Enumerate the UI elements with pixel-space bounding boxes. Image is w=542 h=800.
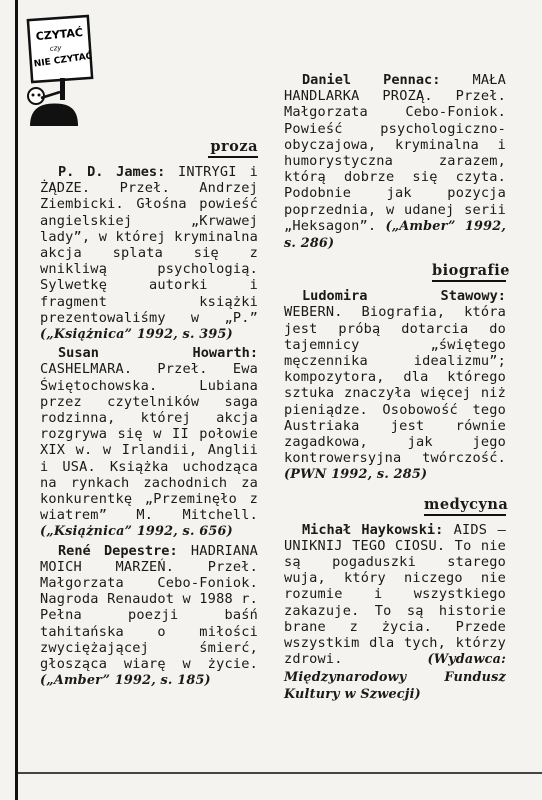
entry-depestre	[40, 543, 258, 690]
entry-haykowski-author: Michał Haykowski:	[302, 521, 454, 538]
entry-pennac	[284, 72, 506, 252]
left-column	[40, 138, 258, 690]
entry-haykowski-source: (Wydawca: Międzynarodowy Fundusz Kultury w Szwecji)	[284, 652, 506, 702]
entry-pennac-text: MAŁA HANDLARKA PROZĄ. Przeł. Małgorzata Cebo-Foniok. Powieść psychologiczno-obyczajowa, kryminalna i humorystyczna zarazem, którą dobrze się czyta. Podobnie jak pozycja poprzednia, w udanej serii „Heksagon”.	[284, 72, 506, 234]
logo-line-3: NIE CZYTAĆ	[33, 51, 93, 70]
entry-howarth-text: CASHELMARA. Przeł. Ewa Świętochowska. Lubiana przez czytelników saga rodzinna, której akcja rozgrywa się w II połowie XIX w. w Irlandii, Anglii i USA. Książka uchodząca na rynkach zachodnich za konkurentkę „Przeminęło z wiatrem” M. Mitchell.	[40, 361, 258, 524]
section-heading-biografie: biografie	[432, 262, 506, 282]
entry-james-author: P. D. James:	[58, 164, 178, 180]
entry-stawowy-source: (PWN 1992, s. 285)	[284, 467, 428, 483]
entry-depestre-author: René Depestre:	[58, 542, 191, 559]
czytac-logo	[8, 8, 98, 128]
bottom-border-rule	[18, 772, 542, 774]
entry-howarth-source: („Książnica” 1992, s. 656)	[40, 524, 233, 540]
logo-line-2: czy	[49, 43, 62, 53]
entry-james-text: INTRYGI i ŻĄDZE. Przeł. Andrzej Ziembicki. Głośna powieść angielskiej „Krwawej lady”, w której kryminalna akcja splata się z wnikliwą psychologią. Sylwetkę autorki i fragment książki prezentowaliśmy w „P.”	[40, 164, 258, 326]
section-heading-medycyna: medycyna	[424, 496, 506, 516]
entry-depestre-source: („Amber” 1992, s. 185)	[40, 673, 211, 689]
entry-stawowy	[284, 288, 506, 483]
entry-depestre-text: HADRIANA MOICH MARZEŃ. Przeł. Małgorzata Cebo-Foniok. Nagroda Renaudot w 1988 r. Pełna poezji baśń tahitańska o miłości zwyciężającej śmierć, głosząca wiarę w życie.	[40, 542, 258, 673]
entry-james	[40, 164, 258, 343]
entry-stawowy-text: WEBERN. Biografia, która jest próbą dotarcia do tajemnicy „świętego męczennika idealizmu”; kompozytora, dla którego sztuka znaczyła więcej niż pieniądze. Osobowość tego Austriaka jest równie zagadkowa, jak jego kontrowersyjna twórczość.	[284, 304, 506, 467]
entry-howarth-author: Susan Howarth:	[58, 345, 258, 362]
entry-pennac-source: („Amber” 1992, s. 286)	[284, 218, 506, 252]
entry-james-source: („Książnica” 1992, s. 395)	[40, 327, 233, 343]
logo-line-1: CZYTAĆ	[35, 26, 84, 44]
entry-haykowski	[284, 522, 506, 703]
right-column	[284, 72, 510, 703]
section-heading-proza: proza	[208, 138, 258, 158]
entry-haykowski-text: AIDS — UNIKNIJ TEGO CIOSU. To nie są pogaduszki starego wuja, który niczego nie rozumie i wszystkiego zakazuje. To są historie brane z życia. Przede wszystkim dla tych, którzy zdrowi.	[284, 521, 506, 668]
entry-pennac-author: Daniel Pennac:	[302, 72, 473, 88]
entry-stawowy-author: Ludomira Stawowy:	[302, 288, 506, 305]
entry-howarth	[40, 345, 258, 540]
reader-cartoon-icon	[8, 8, 98, 128]
